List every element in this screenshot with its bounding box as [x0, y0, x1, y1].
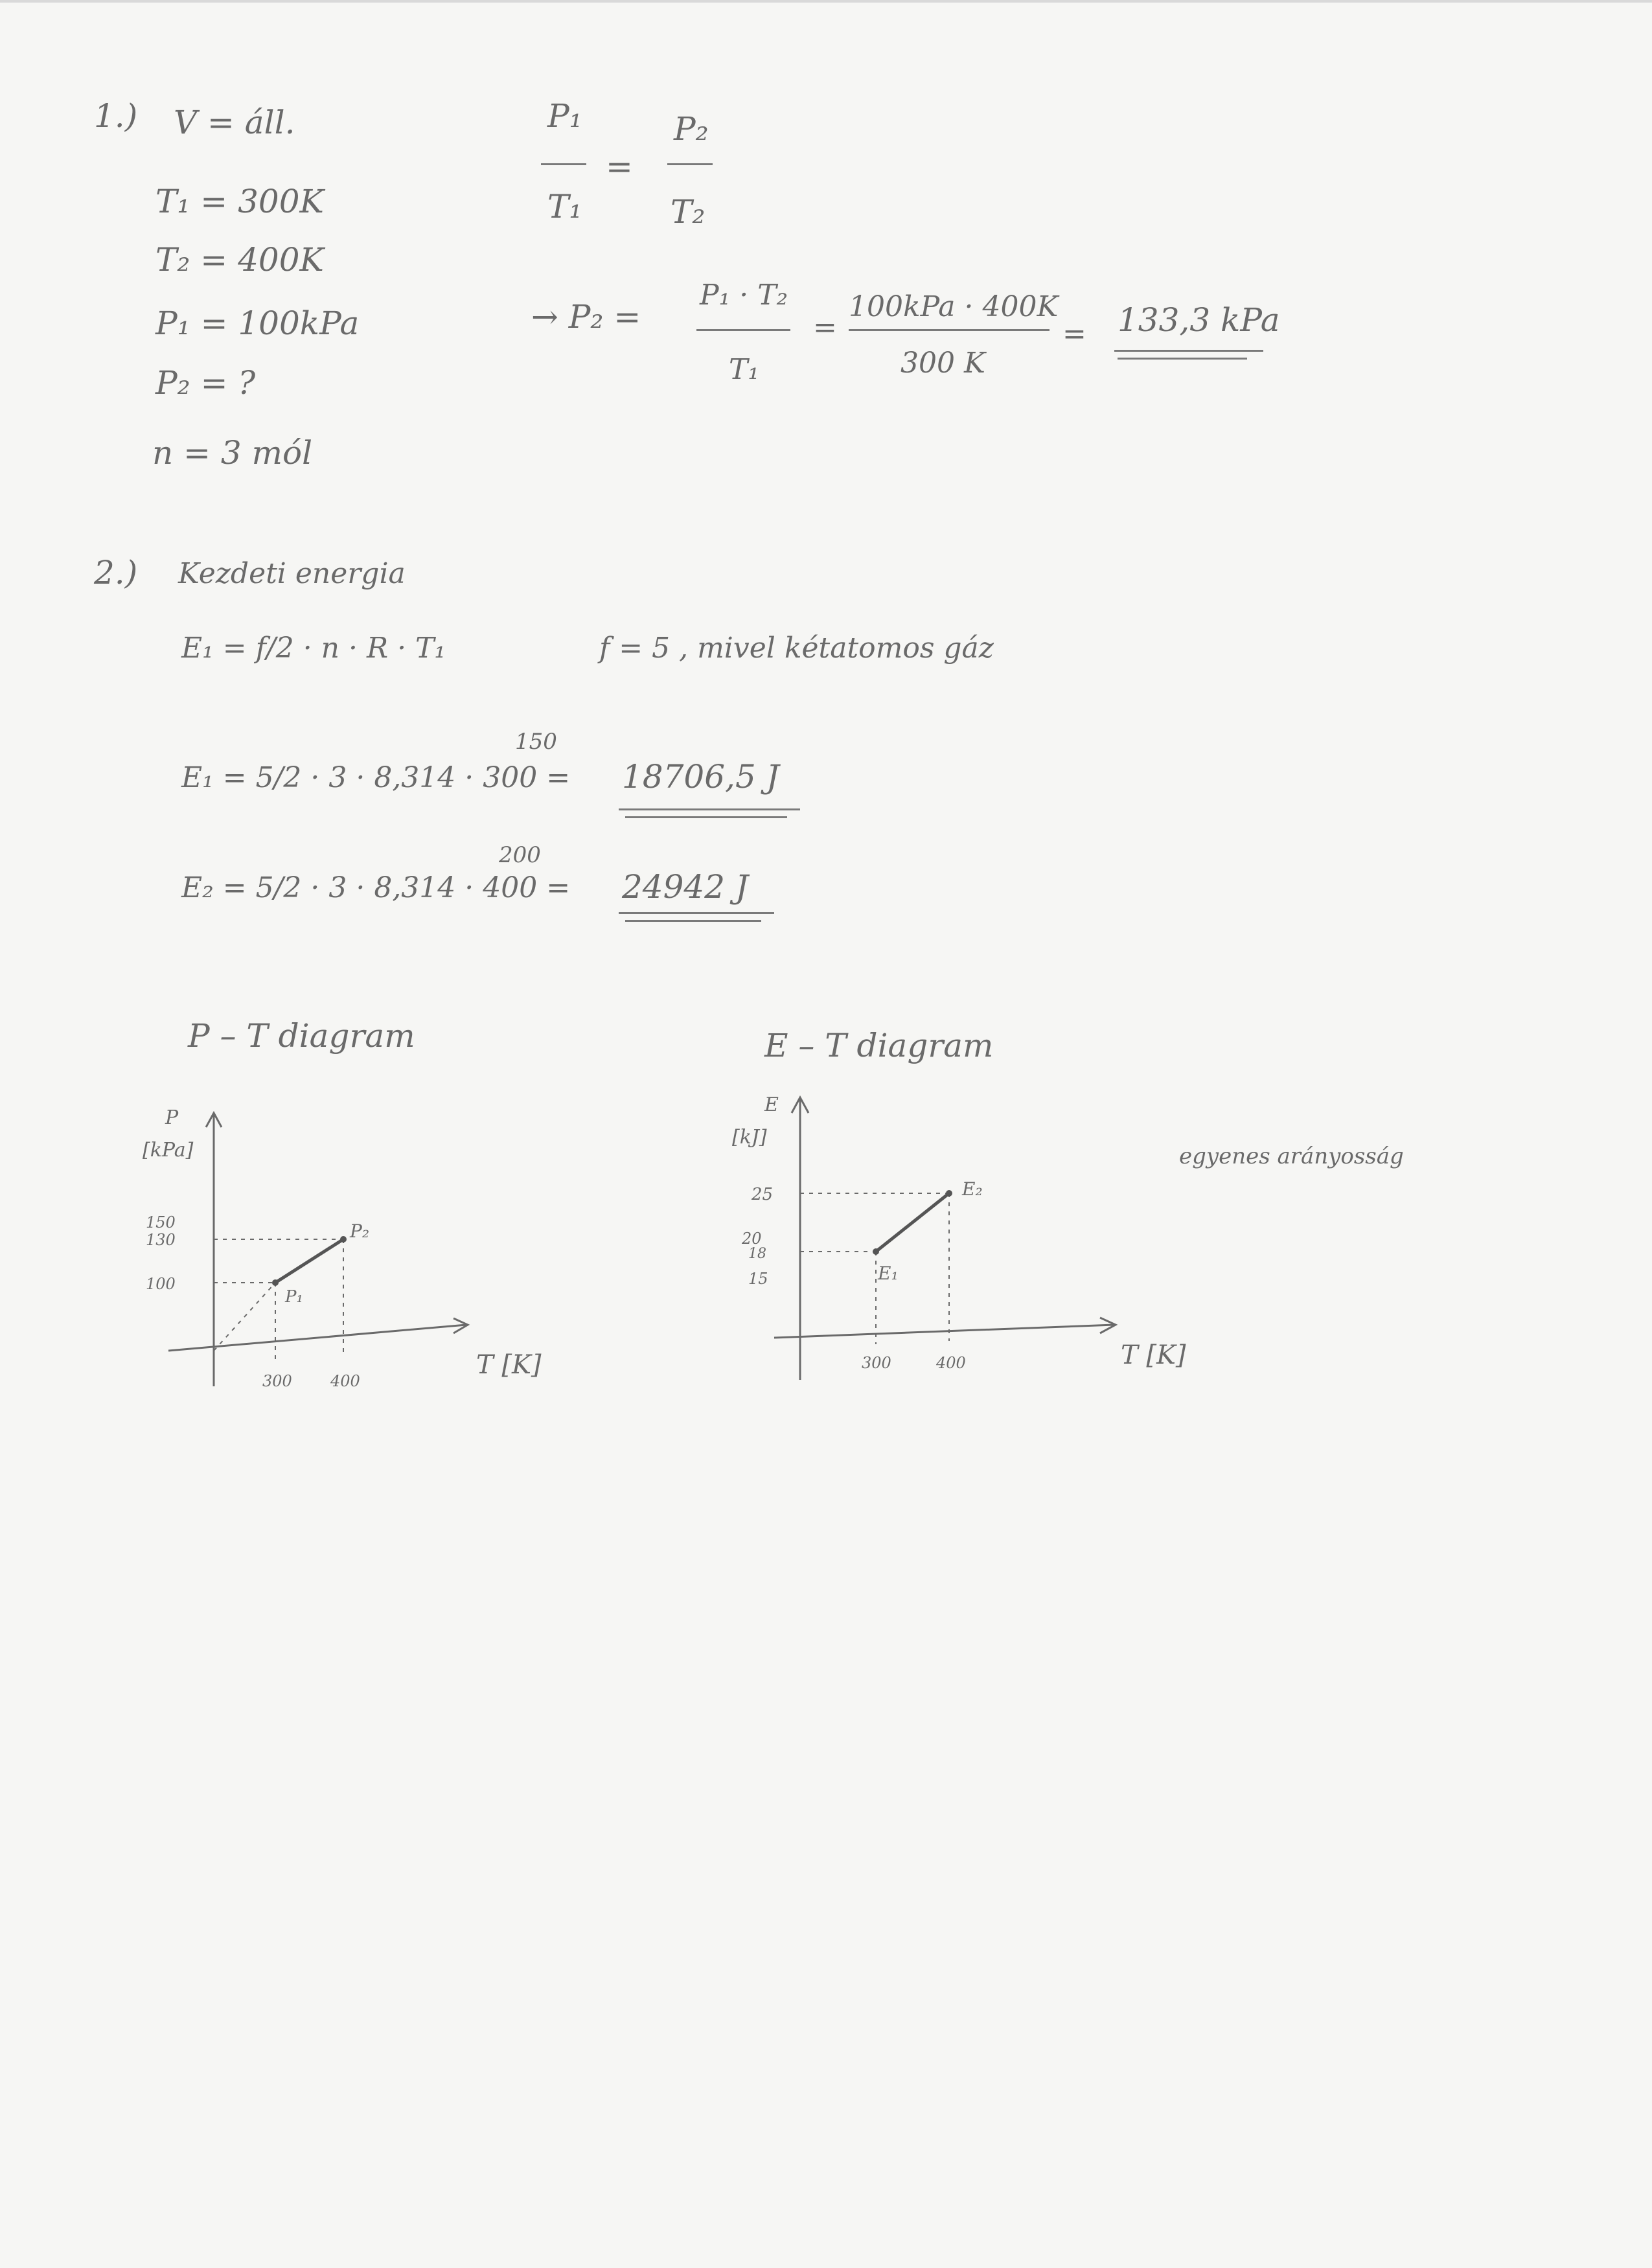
- pt-x-label: T [K]: [476, 1350, 542, 1380]
- calc-line-1: [696, 329, 790, 331]
- et-point-e1: [873, 1248, 879, 1255]
- et-diagram: [713, 1088, 1263, 1393]
- pt-label-p2: P₂: [350, 1220, 370, 1242]
- calc-arrow-p2: → P₂ =: [531, 298, 641, 336]
- et-tick-15: 15: [748, 1270, 768, 1288]
- et-tick-400: 400: [936, 1354, 966, 1372]
- ratio-p1: P₁: [547, 97, 582, 135]
- pt-point-p2: [340, 1236, 347, 1243]
- pt-diagram: [130, 1101, 583, 1399]
- calc-num2: 100kPa · 400K: [849, 290, 1059, 323]
- calc-result: 133,3 kPa: [1118, 301, 1280, 339]
- et-tick-300: 300: [862, 1354, 891, 1372]
- pt-tick-400: 400: [330, 1372, 360, 1390]
- given-n: n = 3 mól: [152, 434, 313, 472]
- e1-underline-2: [625, 816, 787, 818]
- calc-eq1: =: [813, 311, 837, 344]
- et-note: egyenes arányosság: [1179, 1143, 1404, 1169]
- calc-line-2: [849, 329, 1050, 331]
- given-volume: V = áll.: [174, 104, 295, 141]
- e1-result: 18706,5 J: [622, 758, 779, 796]
- pt-point-p1: [272, 1279, 279, 1286]
- calc-den2: 300 K: [901, 347, 985, 380]
- degrees-of-freedom-note: f = 5 , mivel kétatomos gáz: [599, 632, 994, 665]
- pt-origin-guide: [214, 1283, 275, 1351]
- et-graph-line: [876, 1193, 949, 1252]
- et-x-label: T [K]: [1121, 1340, 1186, 1370]
- e1-overwrite: 150: [515, 729, 557, 755]
- pt-y-unit: [kPa]: [143, 1139, 194, 1162]
- e2-underline-2: [625, 920, 761, 922]
- ratio-eq: =: [606, 148, 633, 185]
- et-y-unit: [kJ]: [732, 1126, 767, 1149]
- given-t1: T₁ = 300K: [155, 183, 324, 220]
- e1-underline-1: [619, 808, 800, 810]
- et-label-e2: E₂: [962, 1178, 983, 1200]
- ratio-p2: P₂: [674, 110, 709, 148]
- et-tick-20: 20: [742, 1230, 762, 1248]
- pt-tick-150: 150: [146, 1213, 176, 1231]
- result-underline-2: [1118, 358, 1247, 360]
- given-p1: P₁ = 100kPa: [155, 304, 360, 342]
- ratio-line-1: [541, 163, 586, 165]
- page-edge: [0, 0, 1652, 3]
- pt-tick-300: 300: [262, 1372, 292, 1390]
- pt-y-label: P: [165, 1106, 179, 1129]
- et-label-e1: E₁: [878, 1263, 899, 1284]
- et-diagram-title: E – T diagram: [764, 1027, 994, 1064]
- e2-overwrite: 200: [499, 842, 541, 868]
- ratio-t2: T₂: [671, 193, 706, 231]
- pt-tick-130: 130: [146, 1231, 176, 1249]
- ratio-line-2: [667, 163, 713, 165]
- given-p2: P₂ = ?: [155, 364, 256, 402]
- e2-result: 24942 J: [622, 868, 748, 906]
- calc-den1: T₁: [729, 353, 759, 386]
- result-underline-1: [1114, 350, 1263, 352]
- pt-diagram-title: P – T diagram: [188, 1017, 415, 1055]
- problem-2-heading: Kezdeti energia: [178, 557, 406, 590]
- et-x-axis: [774, 1325, 1114, 1338]
- e1-calculation: E₁ = 5/2 · 3 · 8,314 · 300 =: [181, 761, 571, 794]
- pt-label-p1: P₁: [285, 1287, 303, 1307]
- et-tick-25: 25: [751, 1185, 774, 1204]
- et-tick-18: 18: [748, 1246, 766, 1262]
- pt-tick-100: 100: [146, 1275, 176, 1293]
- given-t2: T₂ = 400K: [155, 241, 324, 279]
- ratio-t1: T₁: [547, 188, 582, 225]
- et-point-e2: [946, 1190, 952, 1197]
- et-y-label: E: [764, 1094, 779, 1116]
- calc-num1: P₁ · T₂: [700, 279, 788, 312]
- problem-1-number: 1.): [94, 97, 138, 135]
- e2-calculation: E₂ = 5/2 · 3 · 8,314 · 400 =: [181, 871, 571, 904]
- problem-2-number: 2.): [94, 554, 138, 591]
- pt-graph-line: [275, 1239, 343, 1283]
- energy-formula: E₁ = f/2 · n · R · T₁: [181, 632, 446, 665]
- e2-underline-1: [619, 912, 774, 914]
- calc-eq2: =: [1062, 317, 1086, 350]
